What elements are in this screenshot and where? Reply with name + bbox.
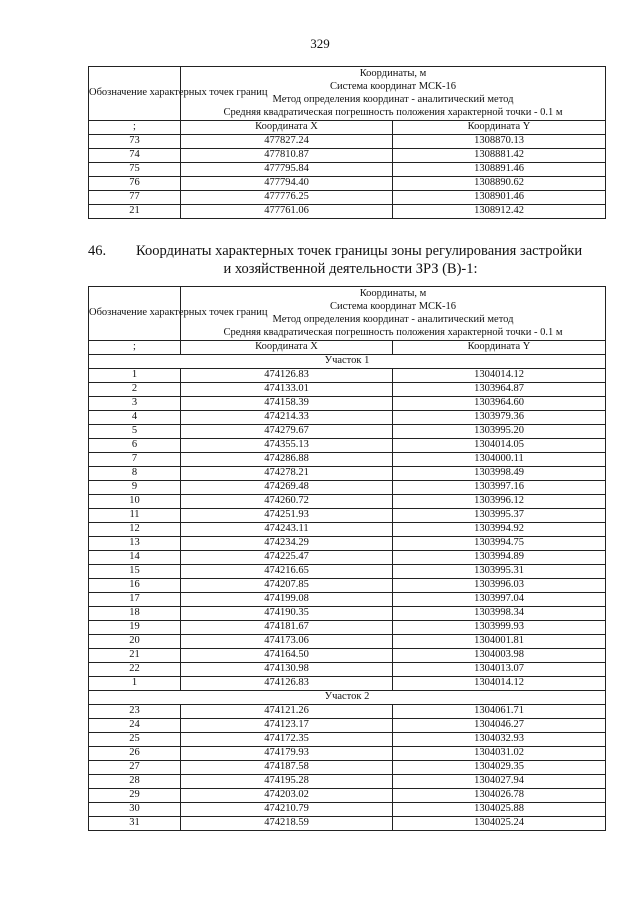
table-row xyxy=(89,704,606,718)
point-number-cell: 5 xyxy=(89,424,181,438)
coordinate-x-cell: 474172.35 xyxy=(181,732,393,746)
table-row xyxy=(89,134,606,148)
coordinate-x-cell: 474269.48 xyxy=(181,480,393,494)
coordinate-y-cell: 1304025.24 xyxy=(393,816,606,830)
point-number-cell: 9 xyxy=(89,480,181,494)
coordinate-y-cell: 1304025.88 xyxy=(393,802,606,816)
coordinate-x-cell: 474225.47 xyxy=(181,550,393,564)
coordinate-y-cell: 1303994.75 xyxy=(393,536,606,550)
table-row xyxy=(89,176,606,190)
header-coordinate-system: Система координат МСК-16 xyxy=(329,81,457,93)
point-number-cell: 2 xyxy=(89,382,181,396)
point-number-cell: 11 xyxy=(89,508,181,522)
coordinate-x-cell: 474210.79 xyxy=(181,802,393,816)
point-number-cell: 27 xyxy=(89,760,181,774)
point-number-cell: 20 xyxy=(89,634,181,648)
header-accuracy: Средняя квадратическая погрешность положения характерной точки - 0.1 м xyxy=(223,327,563,339)
table-row xyxy=(89,592,606,606)
coordinate-x-cell: 474164.50 xyxy=(181,648,393,662)
coordinate-y-cell: 1308881.42 xyxy=(393,148,606,162)
table-row xyxy=(89,774,606,788)
point-number-cell: 29 xyxy=(89,788,181,802)
coordinates-table-2 xyxy=(88,286,606,831)
header-coordinates-title: Координаты, м xyxy=(359,68,427,79)
coordinates-table-1 xyxy=(88,66,606,219)
table-row xyxy=(89,396,606,410)
coordinate-y-cell: 1304061.71 xyxy=(393,704,606,718)
coordinate-x-cell: 474207.85 xyxy=(181,578,393,592)
coordinate-x-cell: 474216.65 xyxy=(181,564,393,578)
table-row xyxy=(89,816,606,830)
table-row xyxy=(89,746,606,760)
point-number-cell: 8 xyxy=(89,466,181,480)
table-row xyxy=(89,382,606,396)
table-row xyxy=(89,536,606,550)
table-row xyxy=(89,162,606,176)
point-number-cell: 1 xyxy=(89,368,181,382)
coordinate-y-cell: 1304001.81 xyxy=(393,634,606,648)
coordinate-x-cell: 474133.01 xyxy=(181,382,393,396)
table-row xyxy=(89,148,606,162)
coordinate-x-cell: 474279.67 xyxy=(181,424,393,438)
coordinate-y-cell: 1303996.12 xyxy=(393,494,606,508)
coordinate-y-cell: 1303995.31 xyxy=(393,564,606,578)
table-row xyxy=(89,676,606,690)
point-number-cell: 31 xyxy=(89,816,181,830)
section-number: 46. xyxy=(88,243,107,259)
coordinate-y-cell: 1303999.93 xyxy=(393,620,606,634)
table-row xyxy=(89,802,606,816)
page-number: 329 xyxy=(310,36,330,51)
table-row xyxy=(89,522,606,536)
coordinate-x-cell: 474126.83 xyxy=(181,368,393,382)
point-number-cell: 10 xyxy=(89,494,181,508)
table-row xyxy=(89,718,606,732)
table-row xyxy=(89,190,606,204)
plot-label: Участок 2 xyxy=(89,690,606,704)
coordinate-x-cell: 474190.35 xyxy=(181,606,393,620)
point-number-cell: 28 xyxy=(89,774,181,788)
point-number-cell: 13 xyxy=(89,536,181,550)
coordinate-x-cell: 474243.11 xyxy=(181,522,393,536)
point-number-cell: 26 xyxy=(89,746,181,760)
point-number-cell: 6 xyxy=(89,438,181,452)
table-row xyxy=(89,788,606,802)
coordinate-y-cell: 1303998.49 xyxy=(393,466,606,480)
coordinate-y-cell: 1303979.36 xyxy=(393,410,606,424)
header-method: Метод определения координат - аналитический метод xyxy=(272,94,514,106)
table-subheader-row xyxy=(89,340,606,354)
point-number-cell: 17 xyxy=(89,592,181,606)
coordinate-x-cell: 474203.02 xyxy=(181,788,393,802)
coordinate-y-cell: 1303997.16 xyxy=(393,480,606,494)
point-number-cell: 30 xyxy=(89,802,181,816)
coordinate-y-cell: 1304046.27 xyxy=(393,718,606,732)
coordinate-y-cell: 1308901.46 xyxy=(393,190,606,204)
point-number-cell: 21 xyxy=(89,204,181,218)
coordinate-y-cell: 1304000.11 xyxy=(393,452,606,466)
table-row xyxy=(89,620,606,634)
coordinate-x-cell: 477810.87 xyxy=(181,148,393,162)
table-row xyxy=(89,480,606,494)
coordinate-x-cell: 474195.28 xyxy=(181,774,393,788)
point-number-cell: 12 xyxy=(89,522,181,536)
coordinate-x-cell: 474130.98 xyxy=(181,662,393,676)
coordinate-y-cell: 1304003.98 xyxy=(393,648,606,662)
section-row xyxy=(89,690,606,704)
coordinate-x-cell: 474260.72 xyxy=(181,494,393,508)
coordinate-x-cell: 474158.39 xyxy=(181,396,393,410)
table-row xyxy=(89,634,606,648)
coordinate-x-cell: 474199.08 xyxy=(181,592,393,606)
header-method: Метод определения координат - аналитический метод xyxy=(272,314,514,326)
point-number-cell: 75 xyxy=(89,162,181,176)
coordinate-y-cell: 1308870.13 xyxy=(393,134,606,148)
coordinate-y-cell: 1304029.35 xyxy=(393,760,606,774)
point-number-cell: 4 xyxy=(89,410,181,424)
coordinate-x-cell: 474218.59 xyxy=(181,816,393,830)
point-number-cell: 15 xyxy=(89,564,181,578)
coordinate-y-cell: 1308890.62 xyxy=(393,176,606,190)
header-col-y: Координата Y xyxy=(393,340,606,354)
coordinate-x-cell: 474121.26 xyxy=(181,704,393,718)
point-number-cell: 3 xyxy=(89,396,181,410)
point-number-cell: 74 xyxy=(89,148,181,162)
section-title-line-1: Координаты характерных точек границы зоны регулирования застройки xyxy=(136,243,583,259)
point-number-cell: 24 xyxy=(89,718,181,732)
table-row xyxy=(89,424,606,438)
header-index-symbol: ; xyxy=(89,340,181,354)
point-number-cell: 73 xyxy=(89,134,181,148)
coordinate-y-cell: 1303964.60 xyxy=(393,396,606,410)
table-row xyxy=(89,438,606,452)
table-row xyxy=(89,648,606,662)
coordinate-x-cell: 477776.25 xyxy=(181,190,393,204)
table-row xyxy=(89,368,606,382)
table-row xyxy=(89,732,606,746)
point-number-cell: 23 xyxy=(89,704,181,718)
coordinate-y-cell: 1304027.94 xyxy=(393,774,606,788)
coordinate-x-cell: 474187.58 xyxy=(181,760,393,774)
point-number-cell: 22 xyxy=(89,662,181,676)
coordinate-y-cell: 1308891.46 xyxy=(393,162,606,176)
coordinate-x-cell: 474123.17 xyxy=(181,718,393,732)
coordinate-y-cell: 1303964.87 xyxy=(393,382,606,396)
coordinate-y-cell: 1304026.78 xyxy=(393,788,606,802)
table-subheader-row xyxy=(89,120,606,134)
header-col-x: Координата X xyxy=(181,340,393,354)
coordinate-x-cell: 474278.21 xyxy=(181,466,393,480)
coordinate-y-cell: 1304031.02 xyxy=(393,746,606,760)
coordinate-x-cell: 474355.13 xyxy=(181,438,393,452)
table-row xyxy=(89,760,606,774)
point-number-cell: 77 xyxy=(89,190,181,204)
coordinate-y-cell: 1303995.20 xyxy=(393,424,606,438)
point-number-cell: 14 xyxy=(89,550,181,564)
table-header-row xyxy=(89,287,606,341)
coordinate-y-cell: 1304014.12 xyxy=(393,676,606,690)
coordinate-x-cell: 474173.06 xyxy=(181,634,393,648)
table-row xyxy=(89,466,606,480)
table-row xyxy=(89,550,606,564)
coordinate-y-cell: 1303996.03 xyxy=(393,578,606,592)
coordinate-y-cell: 1308912.42 xyxy=(393,204,606,218)
coordinate-x-cell: 477761.06 xyxy=(181,204,393,218)
coordinate-x-cell: 474251.93 xyxy=(181,508,393,522)
header-index-symbol: ; xyxy=(89,120,181,134)
table-row xyxy=(89,494,606,508)
coordinate-x-cell: 477794.40 xyxy=(181,176,393,190)
header-col-y: Координата Y xyxy=(393,120,606,134)
plot-label: Участок 1 xyxy=(89,354,606,368)
coordinate-y-cell: 1303994.89 xyxy=(393,550,606,564)
section-title-line-2: и хозяйственной деятельности ЗРЗ (В)-1: xyxy=(223,261,478,277)
coordinate-x-cell: 474234.29 xyxy=(181,536,393,550)
table-row xyxy=(89,410,606,424)
point-number-cell: 7 xyxy=(89,452,181,466)
header-coordinates-title: Координаты, м xyxy=(359,288,427,299)
table-header-row xyxy=(89,67,606,121)
header-point-designation: Обозначение характерных точек границ xyxy=(89,67,181,121)
table-row xyxy=(89,606,606,620)
coordinate-y-cell: 1304014.05 xyxy=(393,438,606,452)
point-number-cell: 19 xyxy=(89,620,181,634)
header-point-designation: Обозначение характерных точек границ xyxy=(89,287,181,341)
coordinate-y-cell: 1303998.34 xyxy=(393,606,606,620)
coordinate-x-cell: 477795.84 xyxy=(181,162,393,176)
table-row xyxy=(89,508,606,522)
coordinate-y-cell: 1303995.37 xyxy=(393,508,606,522)
table-row xyxy=(89,662,606,676)
point-number-cell: 25 xyxy=(89,732,181,746)
coordinate-y-cell: 1303997.04 xyxy=(393,592,606,606)
point-number-cell: 21 xyxy=(89,648,181,662)
coordinate-x-cell: 474179.93 xyxy=(181,746,393,760)
coordinate-x-cell: 474126.83 xyxy=(181,676,393,690)
point-number-cell: 18 xyxy=(89,606,181,620)
point-number-cell: 1 xyxy=(89,676,181,690)
table-row xyxy=(89,452,606,466)
section-row xyxy=(89,354,606,368)
point-number-cell: 76 xyxy=(89,176,181,190)
header-col-x: Координата X xyxy=(181,120,393,134)
point-number-cell: 16 xyxy=(89,578,181,592)
coordinate-y-cell: 1304032.93 xyxy=(393,732,606,746)
header-coordinate-system: Система координат МСК-16 xyxy=(329,301,457,313)
table-row xyxy=(89,578,606,592)
coordinate-x-cell: 474214.33 xyxy=(181,410,393,424)
header-accuracy: Средняя квадратическая погрешность положения характерной точки - 0.1 м xyxy=(223,107,563,119)
coordinate-y-cell: 1304013.07 xyxy=(393,662,606,676)
coordinate-x-cell: 474286.88 xyxy=(181,452,393,466)
coordinate-y-cell: 1304014.12 xyxy=(393,368,606,382)
coordinates-table-1-body xyxy=(89,67,606,219)
table-row xyxy=(89,564,606,578)
coordinate-y-cell: 1303994.92 xyxy=(393,522,606,536)
coordinate-x-cell: 477827.24 xyxy=(181,134,393,148)
table-row xyxy=(89,204,606,218)
coordinates-table-2-body xyxy=(89,287,606,831)
coordinate-x-cell: 474181.67 xyxy=(181,620,393,634)
